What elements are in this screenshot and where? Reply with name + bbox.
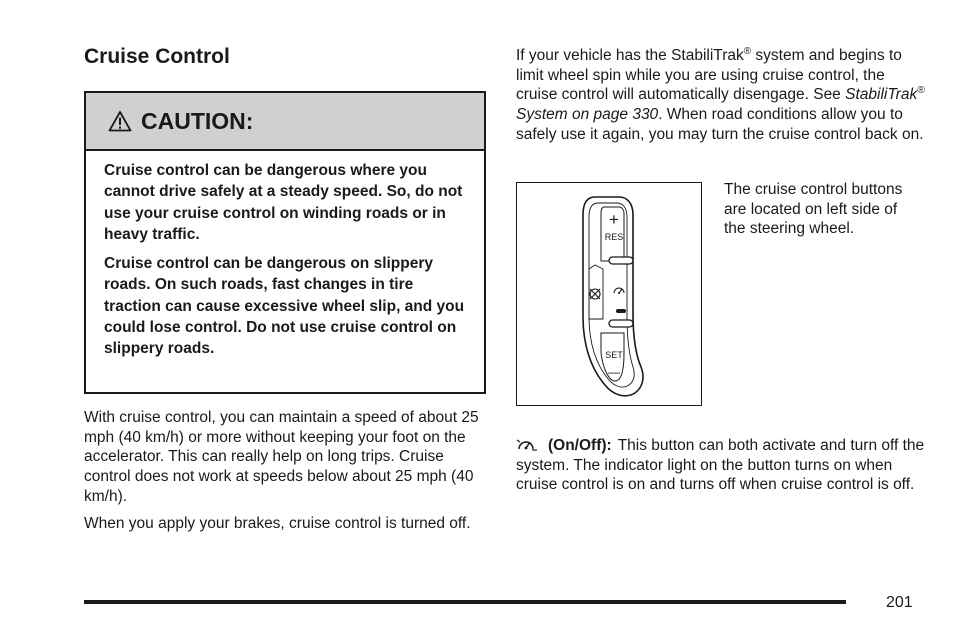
stabilitrak-text-1: If your vehicle has the StabiliTrak [516,47,744,64]
set-label: SET [605,350,623,360]
res-label: RES [604,232,624,242]
caution-box [84,91,486,394]
figure-caption: The cruise control buttons are located on left side of the steering wheel. [724,181,903,238]
registered-mark: ® [743,45,752,57]
warning-triangle-icon [108,110,132,132]
footer-rule [84,600,846,604]
minus-label: — [608,365,620,379]
stabilitrak-text-2: system and begins to limit wheel spin while you are using cruise control, the cruise control will automatically disengage. See [516,47,902,104]
page-number: 201 [886,594,913,611]
plus-label: + [609,210,619,229]
caution-title: CAUTION: [141,107,254,134]
stabilitrak-reference: StabiliTrak® System on page 330 [516,85,925,124]
caution-paragraph: Cruise control can be dangerous on slippery roads. On such roads, fast changes in tire traction can cause excessive wheel slip, and you could lose control. Do not use cruise control on slippery roads. [104,255,465,358]
intro-paragraph: With cruise control, you can maintain a speed of about 25 mph (40 km/h) or more without keeping your foot on the accelerator. This can really help on long trips. Cruise control does not work at speeds below about 25 mph (40 km/h). [84,409,479,505]
stabilitrak-text-3: . When road conditions allow you to safely use it again, you may turn the cruise control back on. [516,106,924,143]
on-off-paragraph [516,436,926,495]
section-title: Cruise Control [84,45,230,68]
caution-body [86,151,484,360]
brakes-paragraph: When you apply your brakes, cruise control is turned off. [84,515,471,532]
stabilitrak-paragraph [516,46,926,145]
cruise-control-figure [516,182,702,406]
on-off-text: This button can both activate and turn off the system. The indicator light on the button turns on when cruise control is on and turns off when cruise control is off. [516,437,925,494]
caution-header [86,93,484,151]
caution-paragraph: Cruise control can be dangerous where you cannot drive safely at a steady speed. So, do not use your cruise control on winding roads or in heavy traffic. [104,162,463,243]
steering-wheel-buttons-illustration [517,183,701,405]
on-off-label: (On/Off): [548,437,612,454]
cruise-on-off-icon [516,437,538,453]
